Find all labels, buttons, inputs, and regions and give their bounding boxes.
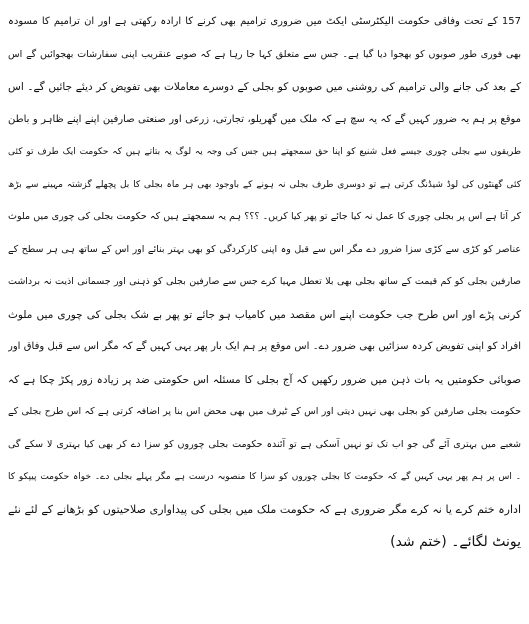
text-line: صوبائی حکومتیں یہ بات ذہن میں ضرور رکھیں کہ آج بجلی کا مسئلہ اس حکومتی ضد پر زیادہ زور پکڑ چکا ہے کہ: [8, 373, 521, 386]
text-line: ۔ اس پر ہم پھر یہی کہیں گے کہ حکومت کا بجلی چوروں کو سزا کا منصوبہ درست ہے مگر پہلے بجلی دے۔ خواہ حکومت پیپکو کا: [8, 472, 521, 482]
closing-line: یونٹ لگائے۔ (ختم شد): [390, 534, 521, 550]
text-line: شعبے میں بہتری آئے گی جو اب تک تو نہیں آسکی ہے تو آئندہ حکومت بجلی چوروں کو سزا دے کر بھی کیا بہتری لا سکے گی: [8, 438, 521, 450]
text-line: 157 کے تحت وفاقی حکومت الیکٹرسٹی ایکٹ میں ضروری ترامیم بھی کرنے کا ارادہ رکھتی ہے اور ان ترامیم کا مسودہ: [8, 16, 521, 27]
text-line: بھی فوری طور صوبوں کو بھجوا دیا گیا ہے۔ جس سے متعلق کہا جا رہا ہے کہ صوبے عنقریب اپنی سفارشات بھجوائیں گے اس: [8, 48, 521, 60]
text-line: عناصر کو کڑی سے کڑی سزا ضرور دے مگر اس سے قبل وہ اپنی کارکردگی کو بھی بہتر بنائے اور اس کے ساتھ ہی ہر سطح کے: [8, 243, 521, 255]
text-line: کر آتا ہے اس پر بجلی چوری کا عمل نہ کیا جائے تو پھر کیا کریں۔ ؟؟؟ ہم یہ سمجھتے ہیں کہ حکومت بجلی کی چوری میں ملوث: [8, 211, 521, 222]
text-line: صارفین بجلی کو کم قیمت کے ساتھ بجلی بھی بلا تعطل مہیا کرے جس سے صارفین بجلی کو ذہنی اور جسمانی اذیت نہ برداشت: [8, 276, 521, 287]
text-line: ادارہ ختم کرے یا نہ کرے مگر ضروری ہے کہ حکومت ملک میں بجلی کی پیداواری صلاحیتوں کو بڑھانے کے لئے نئے: [8, 502, 521, 516]
text-line: کے بعد کی جانے والی ترامیم کی روشنی میں صوبوں کو بجلی کے دوسرے معاملات بھی تفویض کر دیئے جائیں گے۔ اس: [8, 81, 521, 93]
text-line: موقع پر ہم یہ ضرور کہیں گے کہ یہ سچ ہے کہ ملک میں گھریلو، تجارتی، زرعی اور صنعتی صارفین اپنے اپنے ظاہر و باطن: [8, 113, 521, 125]
article-body: [8, 6, 521, 618]
text-line: افراد کو اپنی تفویض کردہ سزائیں بھی ضرور دے۔ اس موقع پر ہم ایک بار پھر یہی کہیں گے کہ مگر اس سے قبل وفاق اور: [8, 341, 521, 352]
text-line: کرنی پڑے اور اس طرح جب حکومت اپنے اس مقصد میں کامیاب ہو جائے تو پھر بے شک بجلی کی چوری میں ملوث: [8, 308, 521, 321]
text-line: کئی گھنٹوں کی لوڈ شیڈنگ کرتی ہے تو دوسری طرف بجلی نہ ہونے کے باوجود بھی ہر ماہ بجلی کا بل پچھلے گزشتہ مہینے سے بڑھ: [8, 179, 521, 190]
text-line: طریقوں سے بجلی چوری جیسے فعل شنیع کو اپنا حق سمجھتے ہیں جس کی وجہ یہ لوگ یہ بتاتے ہیں کہ حکومت ایک طرف تو کئی: [8, 147, 521, 157]
text-line: حکومت بجلی صارفین کو بجلی بھی نہیں دیتی اور اس کے ٹیرف میں بھی محض اس بنا پر اضافہ کرتی ہے کہ اس طرح بجلی کے: [8, 406, 521, 417]
